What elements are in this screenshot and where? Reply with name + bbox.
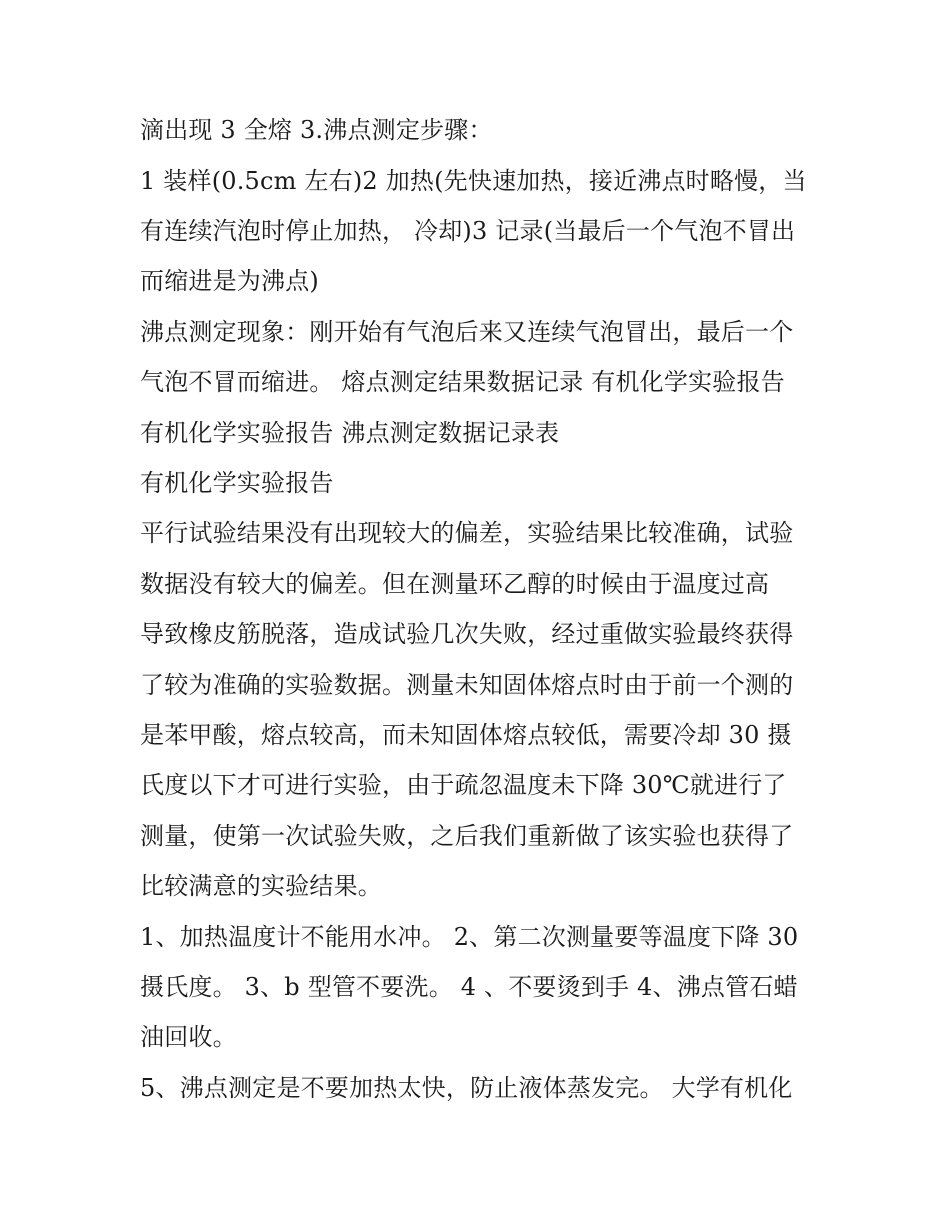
text-line: 沸点测定现象：刚开始有气泡后来又连续气泡冒出，最后一个 [140,318,794,346]
text-line: 油回收。 [140,1023,237,1051]
text-line: 测量，使第一次试验失败，之后我们重新做了该实验也获得了 [140,822,794,850]
text-line: 有机化学实验报告 沸点测定数据记录表 [140,419,560,447]
text-line: 平行试验结果没有出现较大的偏差，实验结果比较准确，试验 [140,519,794,547]
text-line: 滴出现 3 全熔 3.沸点测定步骤： [140,116,493,144]
text-line: 5、沸点测定是不要加热太快，防止液体蒸发完。 大学有机化 [140,1074,793,1102]
text-line: 比较满意的实验结果。 [140,872,382,900]
text-line: 气泡不冒而缩进。 熔点测定结果数据记录 有机化学实验报告 [140,368,785,396]
text-line: 有连续汽泡时停止加热， 冷却)3 记录(当最后一个气泡不冒出 [140,217,796,245]
text-line: 摄氏度。 3、b 型管不要洗。 4 、不要烫到手 4、沸点管石蜡 [140,973,798,1001]
text-line: 1、加热温度计不能用水冲。 2、第二次测量要等温度下降 30 [140,923,799,951]
text-line: 是苯甲酸，熔点较高，而未知固体熔点较低，需要冷却 30 摄 [140,721,792,749]
text-line: 了较为准确的实验数据。测量未知固体熔点时由于前一个测的 [140,671,794,699]
text-line: 而缩进是为沸点) [140,267,319,295]
text-line: 数据没有较大的偏差。但在测量环乙醇的时候由于温度过高 [140,570,770,598]
section-heading: 有机化学实验报告 [140,469,334,497]
text-line: 氏度以下才可进行实验，由于疏忽温度未下降 30℃就进行了 [140,771,787,799]
text-line: 导致橡皮筋脱落，造成试验几次失败，经过重做实验最终获得 [140,620,794,648]
text-line: 1 装样(0.5cm 左右)2 加热(先快速加热，接近沸点时略慢，当 [140,167,807,195]
